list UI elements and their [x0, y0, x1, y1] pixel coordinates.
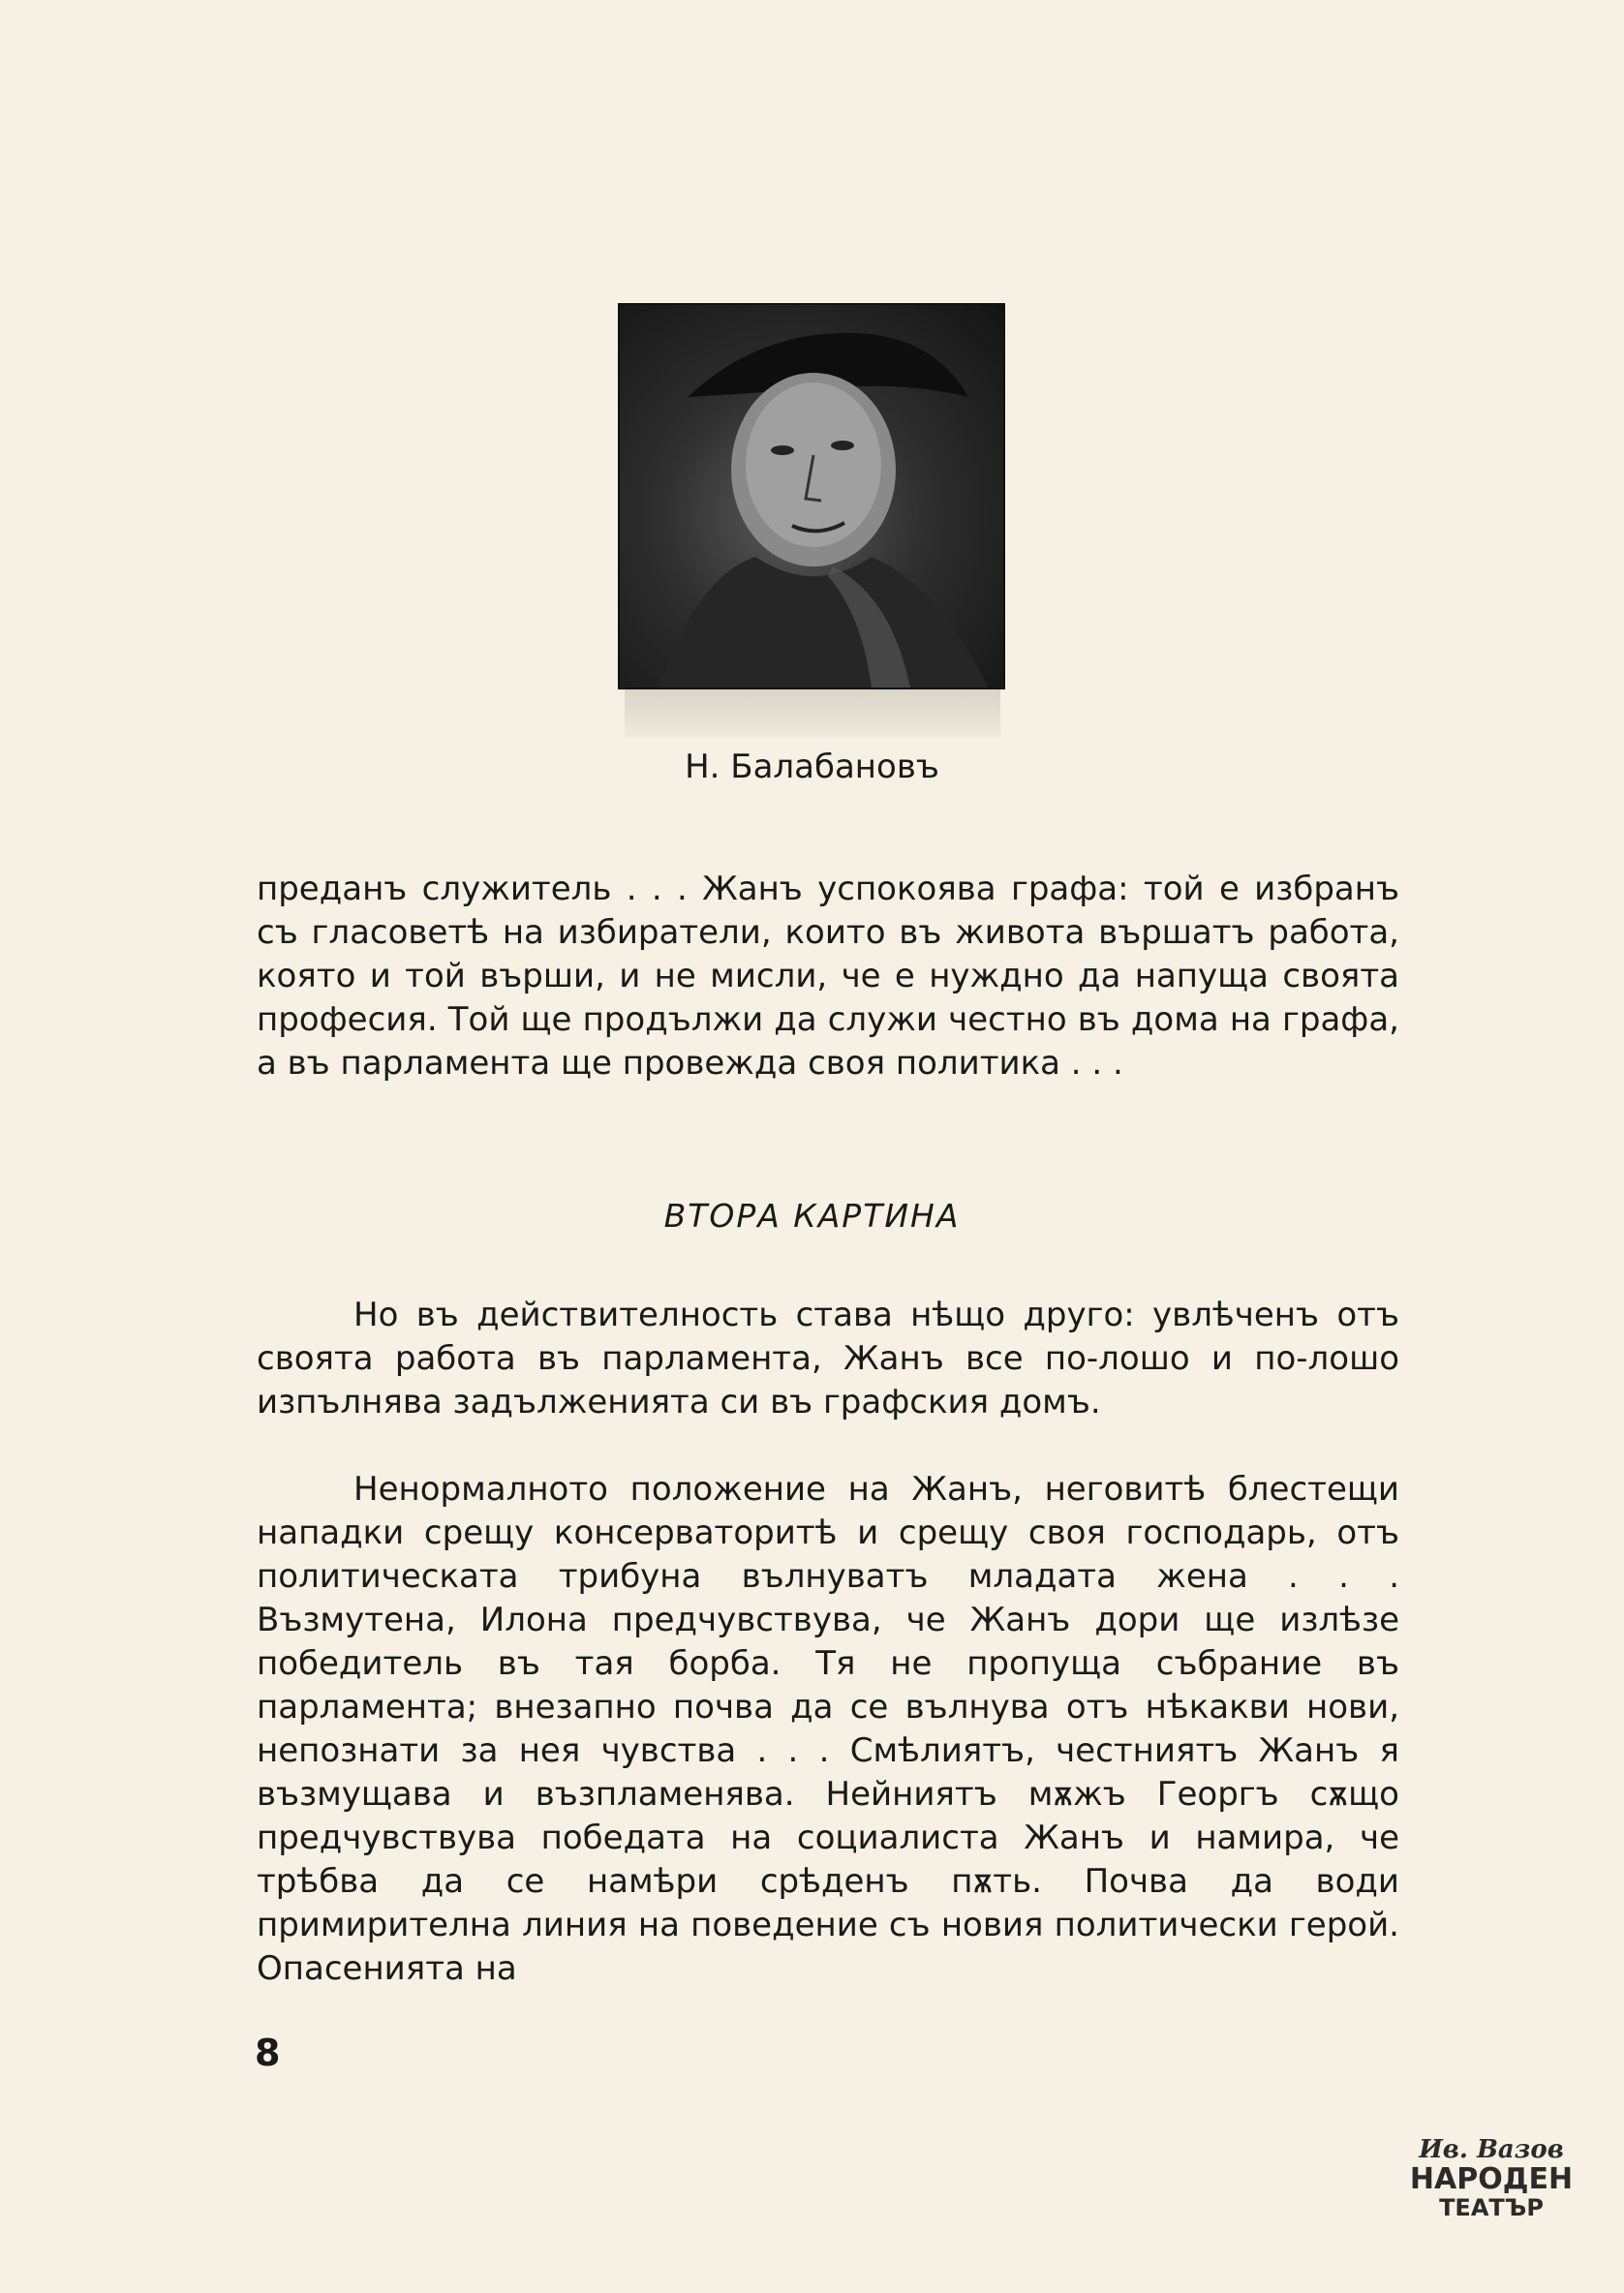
section-heading: ВТОРА КАРТИНА — [663, 1197, 961, 1235]
stamp-signature: Ив. Вазов — [1419, 2135, 1564, 2164]
stamp-line-1: НАРОДЕН — [1409, 2162, 1574, 2196]
stamp-line-2: ТЕАТЪР — [1439, 2194, 1544, 2221]
paragraph-1: преданъ служитель . . . Жанъ успокоява графа: той е избранъ съ гласоветѣ на избиратели, които въ живота вършатъ работа, която и той върши, и не мисли, че е нуждно да напуща своята професия. Той ще продължи да служи честно въ дома на графа, а въ парламента ще провежда своя политика . . . — [257, 870, 1399, 1083]
portrait-illustration — [620, 305, 1003, 688]
paragraph-3: Ненормалното положение на Жанъ, неговитѣ блестещи нападки срещу консерваторитѣ и срещу своя господарь, отъ политическата трибуна вълнуватъ младата жена . . . Възмутена, Илона предчувствува, че Жанъ дори ще излѣзе победитель въ тая борба. Тя не пропуща събрание въ парламента; внезапно почва да се вълнува отъ нѣкакви нови, непознати за нея чувства . . . Смѣлиятъ, честниятъ Жанъ я възмущава и възпламенява. Нейниятъ мѫжъ Георгъ сѫщо предчувствува победата на социалиста Жанъ и намира, че трѣбва да се намѣри срѣденъ пѫть. Почва да води примирителна линия на поведение съ новия политически герой. Опасенията на — [257, 1470, 1399, 1988]
portrait-photo — [620, 305, 1003, 688]
page-number: 8 — [255, 2032, 281, 2074]
photo-caption: Н. Балабановъ — [685, 748, 939, 786]
paragraph-2: Но въ действителность става нѣщо друго: увлѣченъ отъ своята работа въ парламента, Жанъ все по-лошо и по-лошо изпълнява задълженията си въ графския домъ. — [257, 1296, 1399, 1422]
photo-shadow — [625, 689, 1000, 738]
theatre-stamp — [1409, 2135, 1574, 2242]
